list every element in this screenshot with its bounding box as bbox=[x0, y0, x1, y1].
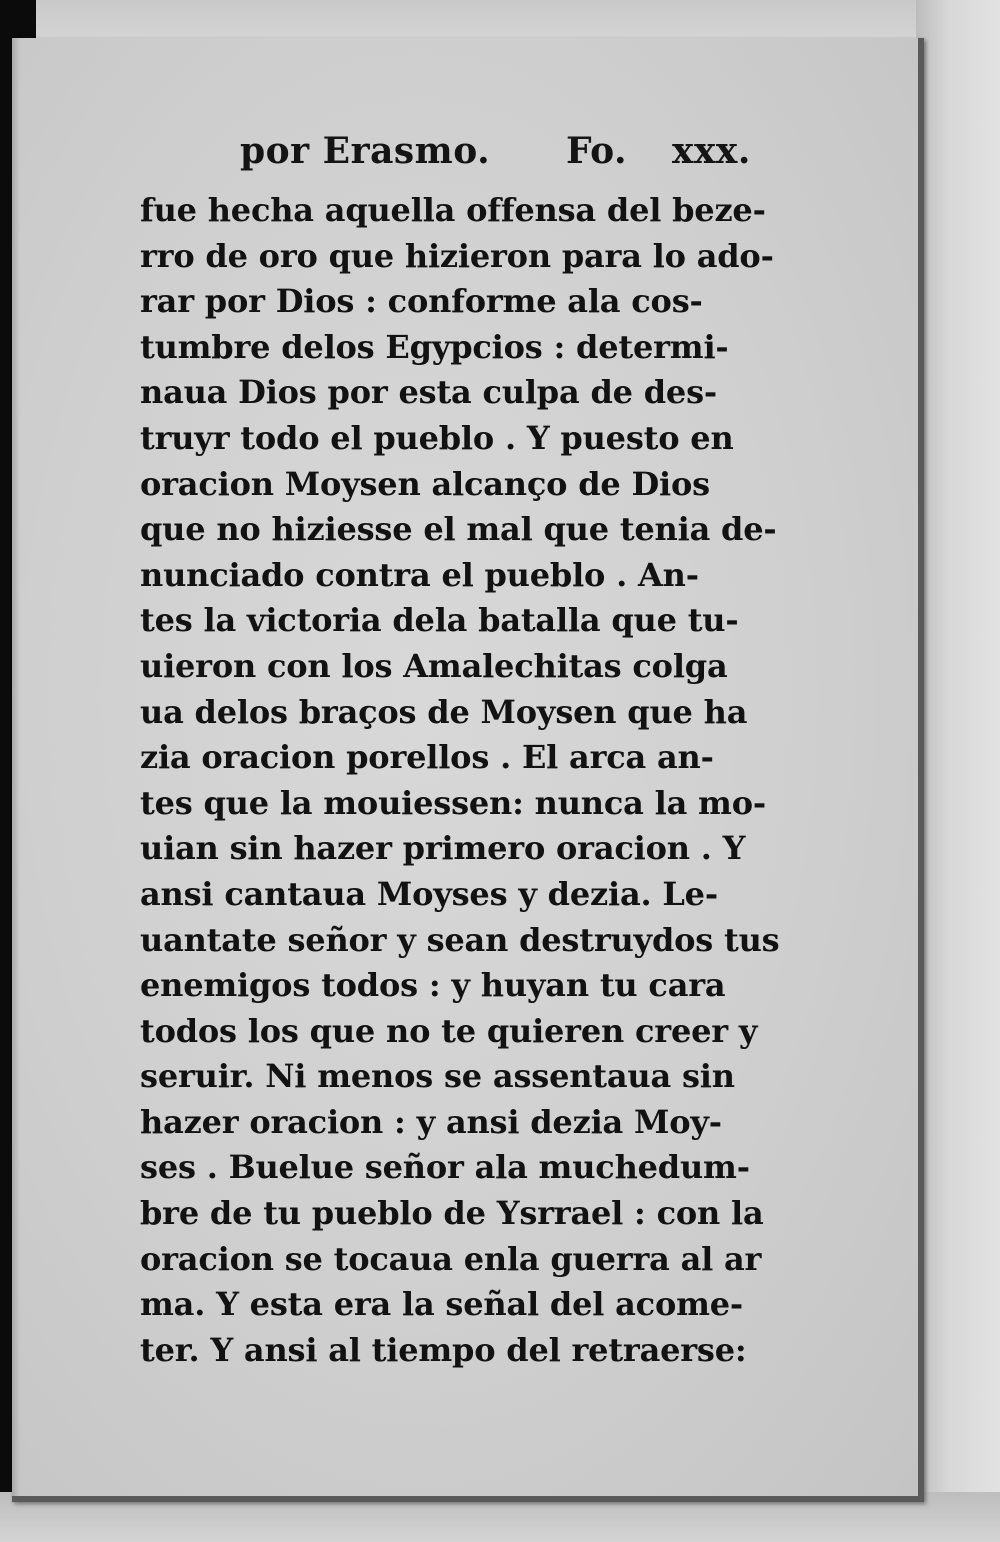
text-line: ma. Y esta era la señal del acome- bbox=[140, 1285, 743, 1324]
text-line: ter. Y ansi al tiempo del retraerse: bbox=[140, 1330, 747, 1369]
text-line: truyr todo el pueblo . Y puesto en bbox=[140, 418, 734, 457]
text-line: tumbre delos Egypcios : determi- bbox=[140, 327, 729, 366]
folio-number: xxx. bbox=[672, 130, 751, 172]
running-header bbox=[240, 130, 780, 182]
text-line: ansi cantaua Moyses y dezia. Le- bbox=[140, 874, 718, 913]
text-line: oracion Moysen alcanço de Dios bbox=[140, 464, 710, 503]
text-line: hazer oracion : y ansi dezia Moy- bbox=[140, 1102, 722, 1141]
running-title: por Erasmo. bbox=[240, 130, 491, 172]
book-page bbox=[12, 38, 924, 1502]
text-line: enemigos todos : y huyan tu cara bbox=[140, 966, 726, 1005]
text-line: seruir. Ni menos se assentaua sin bbox=[140, 1057, 735, 1096]
text-line: uantate señor y sean destruydos tus bbox=[140, 920, 780, 959]
page-binding-edge bbox=[12, 38, 20, 1496]
body-text bbox=[140, 188, 820, 1373]
folio-label: Fo. bbox=[566, 130, 628, 172]
text-line: tes la victoria dela batalla que tu- bbox=[140, 601, 739, 640]
scan-backdrop-right bbox=[916, 0, 1000, 1542]
text-line: ses . Buelue señor ala muchedum- bbox=[140, 1148, 750, 1187]
text-line: rar por Dios : conforme ala cos- bbox=[140, 282, 703, 321]
text-line: bre de tu pueblo de Ysrrael : con la bbox=[140, 1194, 764, 1233]
text-line: todos los que no te quieren creer y bbox=[140, 1011, 758, 1050]
text-line: fue hecha aquella offensa del beze- bbox=[140, 191, 766, 229]
text-line: naua Dios por esta culpa de des- bbox=[140, 373, 717, 412]
text-line: ua delos braços de Moysen que ha bbox=[140, 692, 748, 731]
text-line: zia oracion porellos . El arca an- bbox=[140, 738, 714, 777]
text-line: rro de oro que hizieron para lo ado- bbox=[140, 236, 774, 275]
text-line: uian sin hazer primero oracion . Y bbox=[140, 829, 746, 868]
text-line: uieron con los Amalechitas colga bbox=[140, 646, 728, 685]
text-line: nunciado contra el pueblo . An- bbox=[140, 555, 699, 594]
text-line: tes que la mouiessen: nunca la mo- bbox=[140, 783, 766, 822]
text-line: que no hiziesse el mal que tenia de- bbox=[140, 510, 777, 549]
text-line: oracion se tocaua enla guerra al ar bbox=[140, 1239, 762, 1278]
